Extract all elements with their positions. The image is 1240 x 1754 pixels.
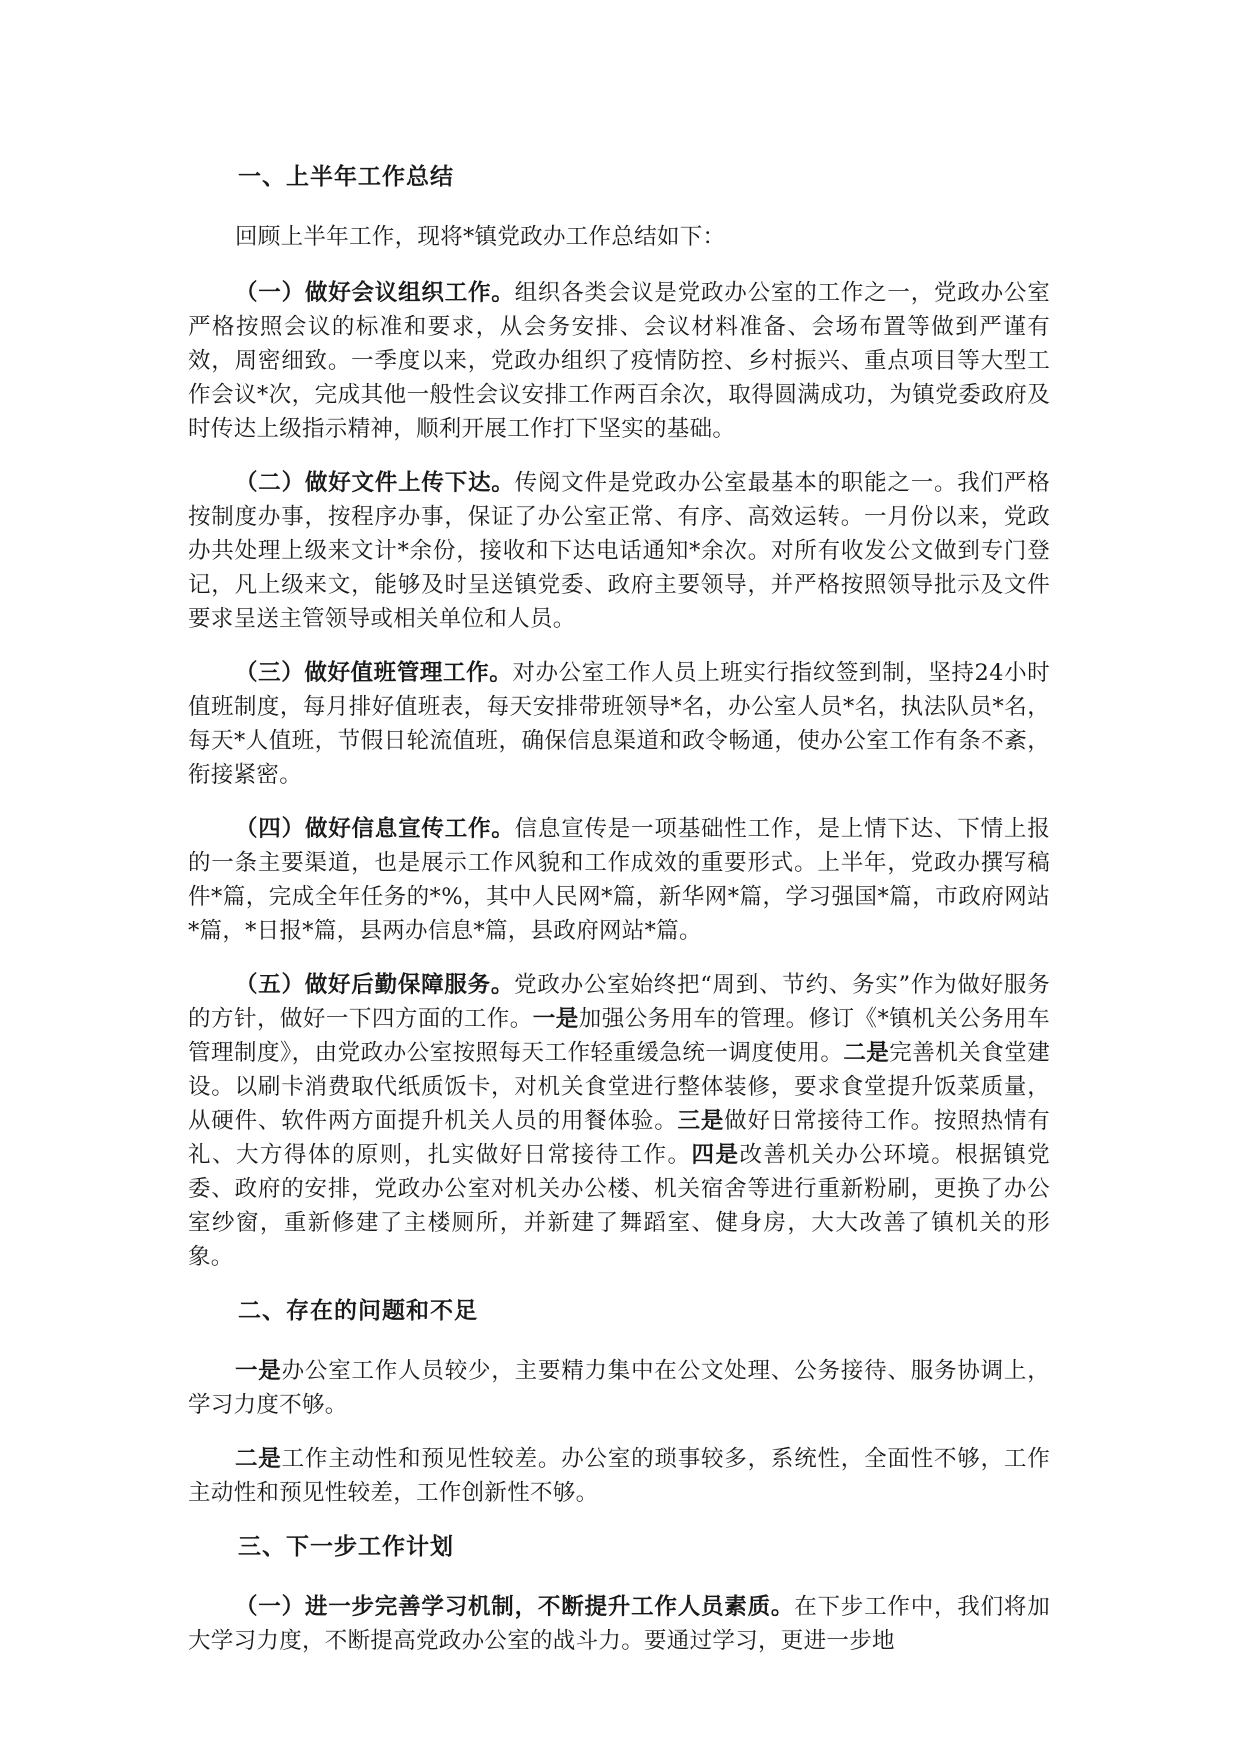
summary-item-1-text: 组织各类会议是党政办公室的工作之一，党政办公室严格按照会议的标准和要求，从会务安排、会议材料准备、会场布置等做到严谨有效，周密细致。一季度以来，党政办组织了疫情防控、乡村振兴、重点项目等大型工作会议*次，完成其他一般性会议安排工作两百余次，取得圆满成功，为镇党委政府及时传达上级指示精神，顺利开展工作打下坚实的基础。 xyxy=(188,280,1051,442)
summary-item-4-lead: （四）做好信息宣传工作。 xyxy=(235,816,515,842)
summary-item-5-lead: （五）做好后勤保障服务。 xyxy=(235,972,515,998)
plan-item-1-lead: （一）进一步完善学习机制，不断提升工作人员素质。 xyxy=(235,1594,795,1620)
summary-item-5-text-b: 加强公务用车的管理。修订《*镇机关公务用车管理制度》，由党政办公室按照每天工作轻重缓急统一调度使用。 xyxy=(188,1006,1050,1066)
summary-item-2-text: 传阅文件是党政办公室最基本的职能之一。我们严格按制度办事，按程序办事，保证了办公室正常、有序、高效运转。一月份以来，党政办共处理上级来文计*余份，接收和下达电话通知*余次。对所有收发公文做到专门登记，凡上级来文，能够及时呈送镇党委、政府主要领导，并严格按照领导批示及文件要求呈送主管领导或相关单位和人员。 xyxy=(188,470,1051,632)
section-heading-problems: 二、存在的问题和不足 xyxy=(238,1298,478,1324)
summary-item-5-text-e: 改善机关办公环境。根据镇党委、政府的安排，党政办公室对机关办公楼、机关宿舍等进行重新粉刷，更换了办公室纱窗，重新修建了主楼厕所，并新建了舞蹈室、健身房，大大改善了镇机关的形象。 xyxy=(188,1142,1050,1270)
summary-item-5-mark-1: 一是 xyxy=(532,1006,579,1032)
summary-item-1 xyxy=(188,276,1050,446)
summary-item-3-text: 对办公室工作人员上班实行指纹签到制，坚持24小时值班制度，每月排好值班表，每天安排带班领导*名，办公室人员*名，执法队员*名，每天*人值班，节假日轮流值班，确保信息渠道和政令畅通，使办公室工作有条不紊，衔接紧密。 xyxy=(188,660,1050,788)
plan-item-1-text: 在下步工作中，我们将加大学习力度，不断提高党政办公室的战斗力。要通过学习，更进一步地 xyxy=(188,1594,1050,1654)
plan-item-1 xyxy=(188,1590,1050,1658)
summary-item-5-mark-4: 四是 xyxy=(691,1142,740,1168)
problem-item-2 xyxy=(188,1442,1050,1510)
document-page xyxy=(188,160,1050,1678)
summary-item-4-text: 信息宣传是一项基础性工作，是上情下达、下情上报的一条主要渠道，也是展示工作风貌和工作成效的重要形式。上半年，党政办撰写稿件*篇，完成全年任务的*%，其中人民网*篇，新华网*篇，学习强国*篇，市政府网站*篇，*日报*篇，县两办信息*篇，县政府网站*篇。 xyxy=(188,816,1051,944)
problem-item-2-text: 工作主动性和预见性较差。办公室的琐事较多，系统性，全面性不够，工作主动性和预见性较差，工作创新性不够。 xyxy=(188,1446,1050,1506)
problem-item-2-mark: 二是 xyxy=(235,1446,282,1472)
intro-paragraph xyxy=(188,220,1050,254)
summary-item-2 xyxy=(188,466,1050,636)
summary-item-3 xyxy=(188,656,1050,792)
problem-item-1-mark: 一是 xyxy=(235,1358,282,1384)
problem-item-1 xyxy=(188,1354,1050,1422)
section-heading-summary: 一、上半年工作总结 xyxy=(238,164,454,190)
summary-item-5-text-c: 完善机关食堂建设。以刷卡消费取代纸质饭卡，对机关食堂进行整体装修，要求食堂提升饭菜质量，从硬件、软件两方面提升机关人员的用餐体验。 xyxy=(188,1040,1051,1134)
summary-item-5 xyxy=(188,968,1050,1274)
summary-item-5-text-d: 做好日常接待工作。按照热情有礼、大方得体的原则，扎实做好日常接待工作。 xyxy=(188,1108,1050,1168)
summary-item-3-lead: （三）做好值班管理工作。 xyxy=(235,660,513,686)
summary-item-4 xyxy=(188,812,1050,948)
summary-item-5-mark-2: 二是 xyxy=(843,1040,890,1066)
section-heading-plan: 三、下一步工作计划 xyxy=(238,1534,454,1560)
intro-text: 回顾上半年工作，现将*镇党政办工作总结如下： xyxy=(235,224,726,250)
summary-item-5-mark-3: 三是 xyxy=(677,1108,725,1134)
problem-item-1-text: 办公室工作人员较少，主要精力集中在公文处理、公务接待、服务协调上，学习力度不够。 xyxy=(188,1358,1050,1418)
summary-item-2-lead: （二）做好文件上传下达。 xyxy=(235,470,515,496)
summary-item-5-text-a: 党政办公室始终把“周到、节约、务实”作为做好服务的方针，做好一下四方面的工作。 xyxy=(188,972,1050,1032)
summary-item-1-lead: （一）做好会议组织工作。 xyxy=(235,280,515,306)
